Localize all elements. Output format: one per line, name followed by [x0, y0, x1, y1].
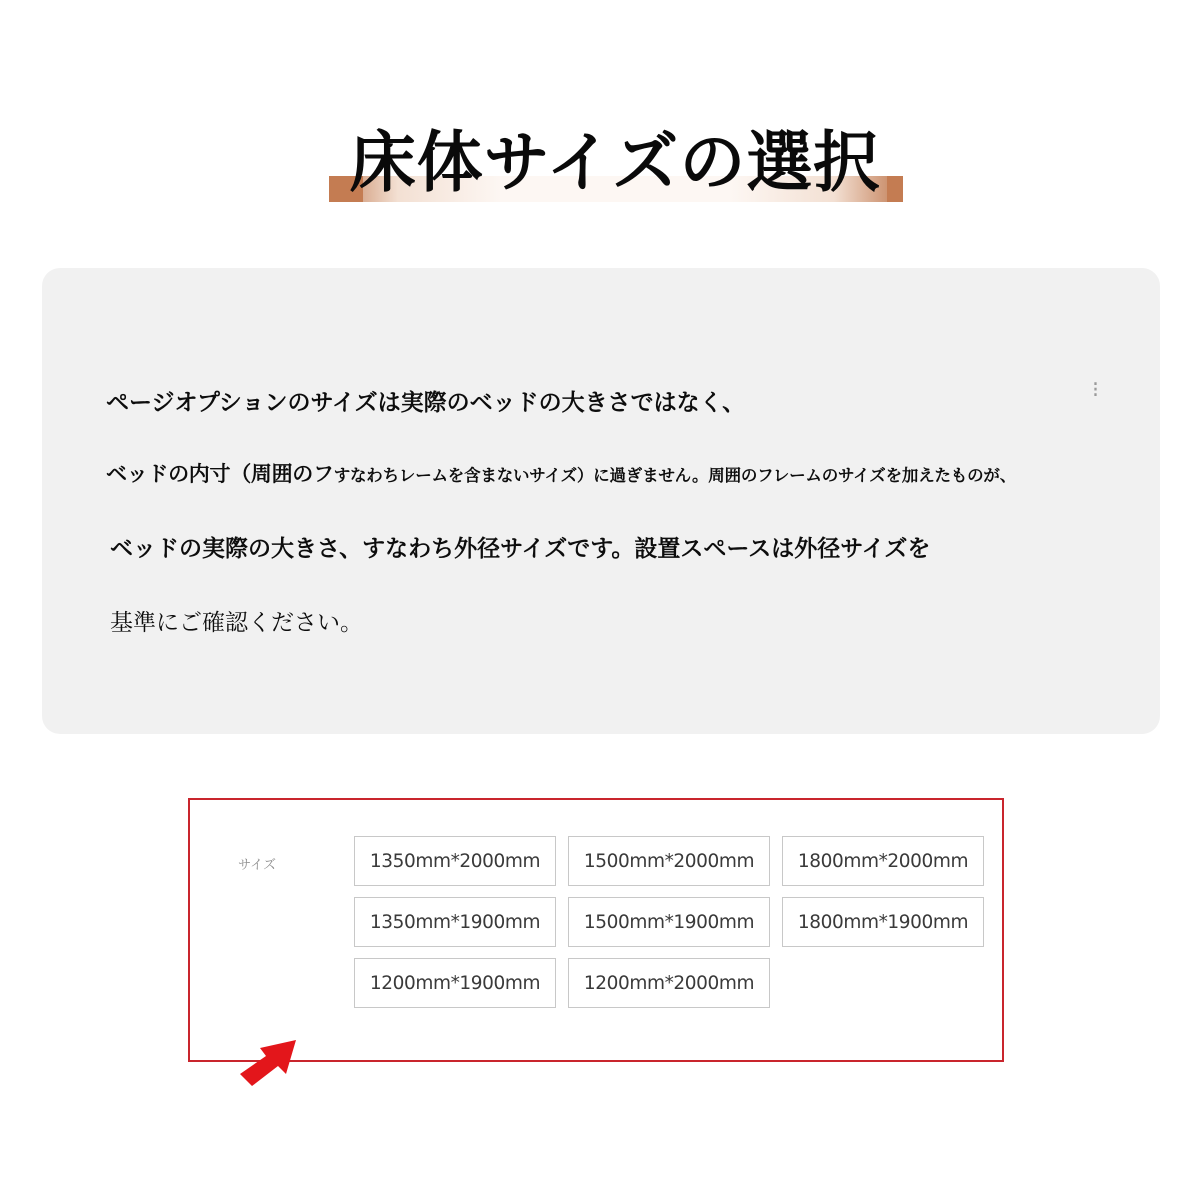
page-title: 床体サイズの選択 — [349, 124, 881, 201]
notice-line-1: ページオプションのサイズは実際のベッドの大きさではなく、 — [106, 390, 746, 416]
notice-line-3: ベッドの実際の大きさ、すなわち外径サイズです。設置スペースは外径サイズを — [110, 536, 931, 562]
notice-line-4: 基準にご確認ください。 — [110, 610, 363, 636]
arrow-up-right-icon — [236, 1034, 300, 1088]
scroll-mark-icon: ⁝ — [1092, 378, 1099, 403]
size-option-1500x2000[interactable]: 1500mm*2000mm — [568, 836, 770, 886]
size-option-1350x2000[interactable]: 1350mm*2000mm — [354, 836, 556, 886]
size-option-1350x1900[interactable]: 1350mm*1900mm — [354, 897, 556, 947]
size-option-1800x1900[interactable]: 1800mm*1900mm — [782, 897, 984, 947]
size-label: サイズ — [238, 858, 276, 873]
notice-panel — [42, 268, 1160, 734]
notice-line-2 — [106, 458, 1016, 488]
size-option-1800x2000[interactable]: 1800mm*2000mm — [782, 836, 984, 886]
size-option-1200x1900[interactable]: 1200mm*1900mm — [354, 958, 556, 1008]
notice-line-2b: すなわちレームを含まないサイズ）に過ぎません。周囲のフレームのサイズを加えたものが、 — [333, 466, 1016, 485]
size-option-1200x2000[interactable]: 1200mm*2000mm — [568, 958, 770, 1008]
size-option-1500x1900[interactable]: 1500mm*1900mm — [568, 897, 770, 947]
notice-line-2a: ベッドの内寸（周囲のフ — [106, 462, 334, 486]
